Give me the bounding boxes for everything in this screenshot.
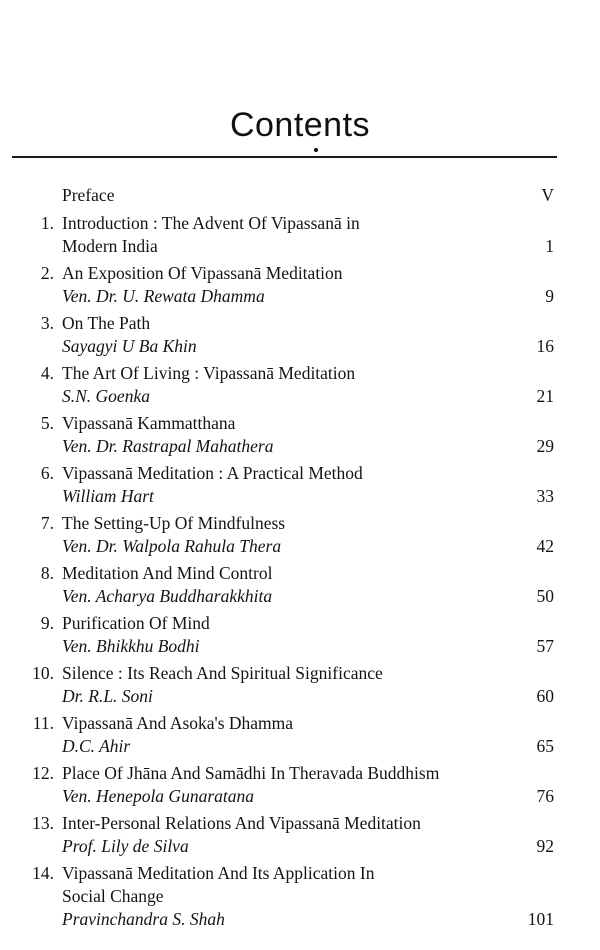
entry-title: The Art Of Living : Vipassanā Meditation bbox=[62, 363, 356, 383]
entry-author: Ven. Dr. Rastrapal Mahathera bbox=[62, 436, 274, 456]
entry-number: 4. bbox=[40, 363, 54, 383]
entry-author: Ven. Dr. U. Rewata Dhamma bbox=[62, 286, 265, 306]
entry-title: Place Of Jhāna And Samādhi In Theravada Buddhism bbox=[62, 763, 440, 783]
entry-title: The Setting-Up Of Mindfulness bbox=[62, 513, 286, 533]
entry-number: 14. bbox=[32, 863, 54, 883]
entry-title: An Exposition Of Vipassanā Meditation bbox=[62, 263, 343, 283]
entry-page: 76 bbox=[536, 786, 554, 806]
entry-title: Inter-Personal Relations And Vipassanā Meditation bbox=[62, 813, 421, 833]
entry-number: 13. bbox=[32, 813, 54, 833]
entry-page: 42 bbox=[536, 536, 554, 556]
entry-author: Prof. Lily de Silva bbox=[62, 836, 189, 856]
entry-number: 8. bbox=[40, 563, 54, 583]
entry-title: Vipassanā Kammatthana bbox=[62, 413, 236, 433]
entry-page: 33 bbox=[536, 486, 554, 506]
entry-title: Preface bbox=[62, 185, 115, 205]
entry-number: 5. bbox=[40, 413, 54, 433]
entry-author: Pravinchandra S. Shah bbox=[62, 909, 225, 929]
entry-author: S.N. Goenka bbox=[62, 386, 150, 406]
entry-number: 2. bbox=[40, 263, 54, 283]
entry-number: 10. bbox=[32, 663, 54, 683]
entry-title: On The Path bbox=[62, 313, 151, 333]
entry-title: Silence : Its Reach And Spiritual Significance bbox=[62, 663, 383, 683]
rule-dot bbox=[314, 148, 318, 152]
entry-number: 11. bbox=[32, 713, 54, 733]
entry-number: 1. bbox=[40, 213, 54, 233]
page-title: Contents bbox=[229, 106, 371, 144]
entry-author: Dr. R.L. Soni bbox=[62, 686, 153, 706]
entry-author: Ven. Dr. Walpola Rahula Thera bbox=[62, 536, 282, 556]
entry-title: Meditation And Mind Control bbox=[62, 563, 273, 583]
entry-number: 9. bbox=[40, 613, 54, 633]
entry-title: Vipassanā Meditation And Its Application In bbox=[62, 863, 375, 883]
entry-page: 1 bbox=[545, 236, 554, 256]
entry-number: 6. bbox=[40, 463, 54, 483]
entry-title: Introduction : The Advent Of Vipassanā in bbox=[62, 213, 360, 233]
entry-author: Ven. Henepola Gunaratana bbox=[62, 786, 254, 806]
entry-page: 9 bbox=[545, 286, 554, 306]
entry-number: 3. bbox=[40, 313, 54, 333]
entry-page: 21 bbox=[536, 386, 554, 406]
entry-page: 65 bbox=[536, 736, 554, 756]
entry-title: Vipassanā Meditation : A Practical Method bbox=[62, 463, 363, 483]
entry-page: 60 bbox=[536, 686, 554, 706]
entry-title-cont: Modern India bbox=[62, 236, 158, 256]
entry-author: Ven. Bhikkhu Bodhi bbox=[62, 636, 200, 656]
entry-title: Purification Of Mind bbox=[62, 613, 210, 633]
entry-page: 101 bbox=[527, 909, 554, 929]
title-rule bbox=[12, 156, 557, 158]
entry-author: Sayagyi U Ba Khin bbox=[62, 336, 197, 356]
entry-number: 7. bbox=[40, 513, 54, 533]
entry-page: V bbox=[541, 185, 554, 205]
entry-number: 12. bbox=[32, 763, 54, 783]
entry-author: Ven. Acharya Buddharakkhita bbox=[62, 586, 273, 606]
entry-page: 29 bbox=[536, 436, 554, 456]
entry-author: D.C. Ahir bbox=[62, 736, 131, 756]
entry-page: 57 bbox=[536, 636, 554, 656]
entry-page: 50 bbox=[536, 586, 554, 606]
entry-page: 16 bbox=[536, 336, 554, 356]
entry-author: William Hart bbox=[62, 486, 154, 506]
entry-page: 92 bbox=[536, 836, 554, 856]
entry-title-cont: Social Change bbox=[62, 886, 164, 906]
entry-title: Vipassanā And Asoka's Dhamma bbox=[62, 713, 294, 733]
